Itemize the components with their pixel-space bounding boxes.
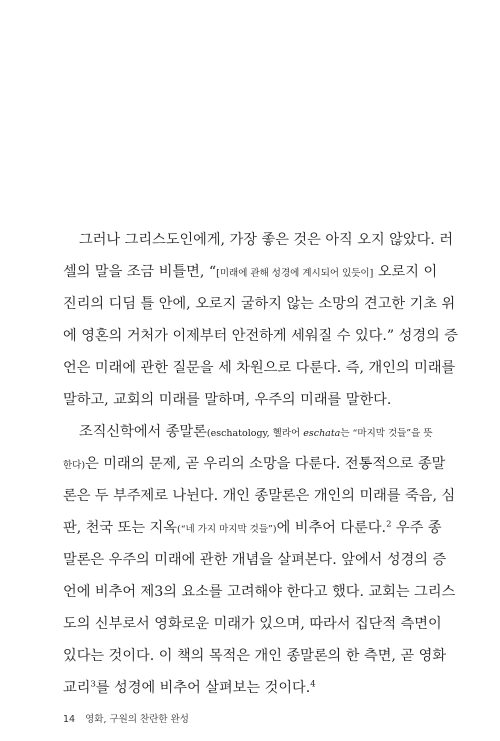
paragraph-1-line-1: 그러나 그리스도인에게, 가장 좋은 것은 아직 오지 않았다. 러 — [79, 232, 454, 248]
footnote-marker: 2 — [386, 519, 392, 530]
paragraph-2-line-1: 조직신학에서 종말론(eschatology, 헬라어 eschata는 “마지막 것들”을 뜻 — [79, 424, 433, 440]
paragraph-2-line-6: 언에 비추어 제3의 요소를 고려해야 한다고 했다. 교회는 그리스 — [63, 584, 456, 600]
paragraph-1-line-2: 셀의 말을 조금 비틀면, “[미래에 관해 성경에 계시되어 있듯이] 오로지 이 — [63, 264, 438, 280]
paragraph-2-line-5: 말론은 우주의 미래에 관한 개념을 살펴본다. 앞에서 성경의 증 — [63, 552, 447, 568]
paragraph-1-line-4: 에 영혼의 거처가 이제부터 안전하게 세워질 수 있다.” 성경의 증 — [63, 328, 458, 344]
paragraph-1-line-3: 진리의 디딤 틀 안에, 오로지 굴하지 않는 소망의 견고한 기초 위 — [63, 296, 456, 312]
paragraph-1-line-5: 언은 미래에 관한 질문을 세 차원으로 다룬다. 즉, 개인의 미래를 — [63, 360, 456, 376]
paragraph-2-line-3: 론은 두 부주제로 나뉜다. 개인 종말론은 개인의 미래를 죽음, 심 — [63, 488, 456, 504]
footnote-marker: 3 — [90, 679, 96, 690]
footnote-marker: 4 — [310, 679, 316, 690]
paragraph-1-line-6: 말하고, 교회의 미래를 말하며, 우주의 미래를 말한다. — [63, 392, 392, 408]
paragraph-2-line-4: 판, 천국 또는 지옥(“네 가지 마지막 것들”)에 비추어 다룬다.$^2$ 우주 종 — [63, 519, 442, 536]
running-title: 영화, 구원의 찬란한 완성 — [85, 714, 189, 725]
paragraph-2-line-2: 한다)은 미래의 문제, 곧 우리의 소망을 다룬다. 전통적으로 종말 — [63, 456, 446, 472]
page-footer — [63, 711, 189, 725]
page-number: 14 — [63, 714, 76, 725]
paragraph-2-line-8: 있다는 것이다. 이 책의 목적은 개인 종말론의 한 측면, 곧 영화 — [63, 648, 447, 664]
paragraph-2-line-9: 교리$^3$를 성경에 비추어 살펴보는 것이다.$^4$ — [63, 679, 316, 696]
paragraph-2-line-7: 도의 신부로서 영화로운 미래가 있으며, 따라서 집단적 측면이 — [63, 616, 442, 632]
